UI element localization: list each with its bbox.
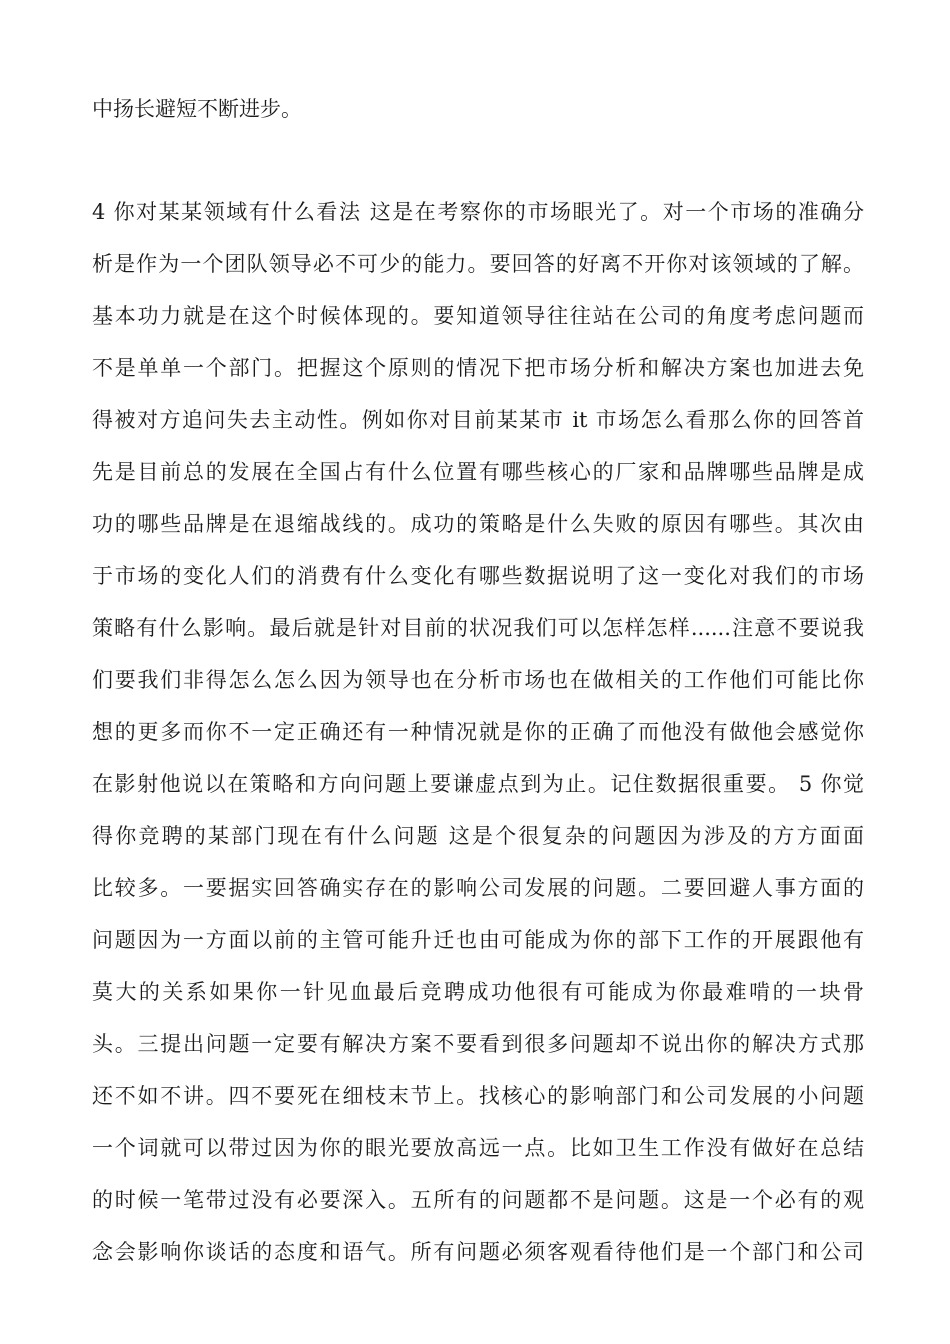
paragraph-line: 于市场的变化人们的消费有什么变化有哪些数据说明了这一变化对我们的市场 [92, 564, 864, 588]
paragraph-line: 们要我们非得怎么怎么因为领导也在分析市场也在做相关的工作他们可能比你 [92, 668, 864, 692]
paragraph-line: 策略有什么影响。最后就是针对目前的状况我们可以怎样怎样......注意不要说我 [92, 616, 864, 640]
paragraph-line: 想的更多而你不一定正确还有一种情况就是你的正确了而他没有做他会感觉你 [92, 720, 864, 744]
paragraph-line: 莫大的关系如果你一针见血最后竞聘成功他很有可能成为你最难啃的一块骨 [92, 980, 864, 1004]
paragraph-line: 比较多。一要据实回答确实存在的影响公司发展的问题。二要回避人事方面的 [92, 876, 864, 900]
paragraph-line: 念会影响你谈话的态度和语气。所有问题必须客观看待他们是一个部门和公司 [92, 1240, 864, 1264]
paragraph-line: 基本功力就是在这个时候体现的。要知道领导往往站在公司的角度考虑问题而 [92, 304, 864, 328]
paragraph-line: 的时候一笔带过没有必要深入。五所有的问题都不是问题。这是一个必有的观 [92, 1188, 864, 1212]
paragraph-line: 功的哪些品牌是在退缩战线的。成功的策略是什么失败的原因有哪些。其次由 [92, 512, 864, 536]
paragraph-line: 还不如不讲。四不要死在细枝末节上。找核心的影响部门和公司发展的小问题 [92, 1084, 864, 1108]
paragraph-line: 先是目前总的发展在全国占有什么位置有哪些核心的厂家和品牌哪些品牌是成 [92, 460, 864, 484]
paragraph-line: 析是作为一个团队领导必不可少的能力。要回答的好离不开你对该领域的了解。 [92, 252, 864, 276]
paragraph-line: 一个词就可以带过因为你的眼光要放高远一点。比如卫生工作没有做好在总结 [92, 1136, 864, 1160]
paragraph-line: 问题因为一方面以前的主管可能升迁也由可能成为你的部下工作的开展跟他有 [92, 928, 864, 952]
paragraph-line: 中扬长避短不断进步。 [92, 97, 302, 121]
paragraph-line: 得你竞聘的某部门现在有什么问题 这是个很复杂的问题因为涉及的方方面面 [92, 824, 864, 848]
paragraph-line: 不是单单一个部门。把握这个原则的情况下把市场分析和解决方案也加进去免 [92, 356, 864, 380]
paragraph-line: 在影射他说以在策略和方向问题上要谦虚点到为止。记住数据很重要。 5 你觉 [92, 772, 864, 796]
paragraph-line: 得被对方追问失去主动性。例如你对目前某某市 it 市场怎么看那么你的回答首 [92, 408, 864, 432]
paragraph-line: 头。三提出问题一定要有解决方案不要看到很多问题却不说出你的解决方式那 [92, 1032, 864, 1056]
paragraph-line: 4 你对某某领域有什么看法 这是在考察你的市场眼光了。对一个市场的准确分 [92, 200, 864, 224]
